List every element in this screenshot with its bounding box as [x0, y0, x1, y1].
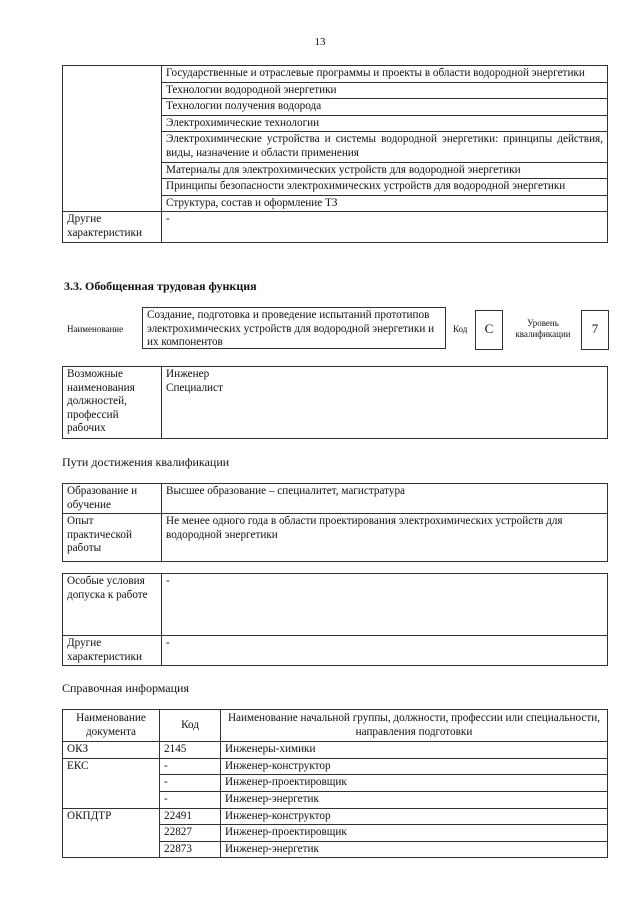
- name-label: Наименование: [67, 324, 124, 334]
- doc-cell: ОКПДТР: [63, 808, 160, 825]
- level-label: Уровень квалификации: [515, 318, 571, 339]
- name-cell: Инженер-проектировщик: [221, 825, 608, 842]
- label-cell: [63, 115, 162, 132]
- code-value-box: C: [475, 310, 503, 350]
- education-value: Высшее образование – специалитет, магистратура: [162, 484, 608, 514]
- table-row: [63, 742, 608, 759]
- positions-table: [62, 366, 608, 439]
- code-cell: -: [160, 791, 221, 808]
- knowledge-item: Электрохимические технологии: [162, 115, 608, 132]
- label-cell: [63, 99, 162, 116]
- knowledge-item: Принципы безопасности электрохимических устройств для водородной энергетики: [162, 179, 608, 196]
- position-item: Инженер: [166, 368, 210, 380]
- table-row: [63, 808, 608, 825]
- qualification-table: [62, 483, 608, 562]
- col-header-name: Наименование начальной группы, должности, профессии или специальности, направления подготовки: [221, 710, 608, 742]
- code-label: Код: [453, 324, 468, 334]
- doc-cell: [63, 791, 160, 808]
- code-cell: 2145: [160, 742, 221, 759]
- table-row: [63, 758, 608, 775]
- reference-title: Справочная информация: [62, 681, 189, 695]
- knowledge-item: Государственные и отраслевые программы и проекты в области водородной энергетики: [162, 66, 608, 83]
- experience-value: Не менее одного года в области проектирования электрохимических устройств для водородной энергетики: [162, 514, 608, 562]
- reference-table: [62, 709, 608, 858]
- code-cell: 22827: [160, 825, 221, 842]
- page-number: 13: [314, 36, 326, 48]
- function-name-box: Создание, подготовка и проведение испытаний прототипов электрохимических устройств для водородной энергетики и их компонентов: [142, 307, 446, 349]
- knowledge-item: Структура, состав и оформление ТЗ: [162, 195, 608, 212]
- doc-cell: ОКЗ: [63, 742, 160, 759]
- code-cell: 22491: [160, 808, 221, 825]
- positions-values: [162, 367, 608, 439]
- special-conditions-value: -: [162, 574, 608, 636]
- name-cell: Инженер-энергетик: [221, 841, 608, 858]
- label-cell: [63, 132, 162, 162]
- code-cell: -: [160, 758, 221, 775]
- knowledge-table: [62, 65, 608, 243]
- knowledge-item: Технологии водородной энергетики: [162, 82, 608, 99]
- other-characteristics-label: Другие характеристики: [63, 212, 162, 242]
- qualification-paths-title: Пути достижения квалификации: [62, 455, 230, 469]
- experience-label: Опыт практической работы: [63, 514, 162, 562]
- level-value-box: 7: [581, 310, 609, 350]
- name-cell: Инженер-конструктор: [221, 758, 608, 775]
- label-cell: [63, 66, 162, 83]
- knowledge-item: Материалы для электрохимических устройств для водородной энергетики: [162, 162, 608, 179]
- name-cell: Инженер-конструктор: [221, 808, 608, 825]
- table-row: [63, 841, 608, 858]
- section-title: 3.3. Обобщенная трудовая функция: [64, 279, 257, 293]
- other-characteristics-value: -: [162, 212, 608, 242]
- label-cell: [63, 195, 162, 212]
- knowledge-item: Технологии получения водорода: [162, 99, 608, 116]
- doc-cell: [63, 841, 160, 858]
- name-cell: Инженер-проектировщик: [221, 775, 608, 792]
- name-cell: Инженеры-химики: [221, 742, 608, 759]
- conditions-table: [62, 573, 608, 666]
- position-item: Специалист: [166, 381, 223, 394]
- label-cell: [63, 82, 162, 99]
- table-row: [63, 775, 608, 792]
- table-row: [63, 825, 608, 842]
- label-cell: [63, 162, 162, 179]
- col-header-code: Код: [160, 710, 221, 742]
- other-characteristics-value: -: [162, 636, 608, 666]
- label-cell: [63, 179, 162, 196]
- code-cell: -: [160, 775, 221, 792]
- doc-cell: [63, 825, 160, 842]
- doc-cell: ЕКС: [63, 758, 160, 775]
- special-conditions-label: Особые условия допуска к работе: [63, 574, 162, 636]
- other-characteristics-label: Другие характеристики: [63, 636, 162, 666]
- positions-label: Возможные наименования должностей, профессий рабочих: [63, 367, 162, 439]
- col-header-document: Наименование документа: [63, 710, 160, 742]
- table-row: [63, 791, 608, 808]
- name-cell: Инженер-энергетик: [221, 791, 608, 808]
- doc-cell: [63, 775, 160, 792]
- knowledge-item: Электрохимические устройства и системы водородной энергетики: принципы действия, виды, назначение и области применения: [162, 132, 608, 162]
- education-label: Образование и обучение: [63, 484, 162, 514]
- code-cell: 22873: [160, 841, 221, 858]
